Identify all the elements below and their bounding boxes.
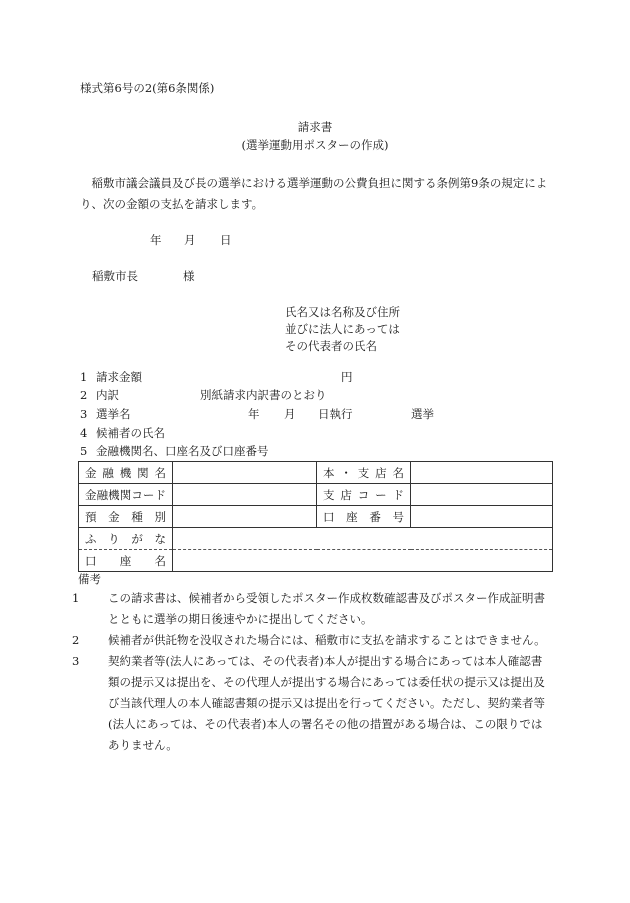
branch-code-label: 支店コード	[317, 484, 411, 506]
item-2-value: 別紙請求内訳書のとおり	[200, 388, 327, 402]
notes-section	[72, 570, 553, 756]
branch-name-label: 本・支店名	[317, 462, 411, 484]
item-2-number: 2	[80, 388, 88, 402]
item-3-number: 3	[80, 407, 88, 421]
item-1-unit: 円	[341, 370, 353, 384]
table-row	[79, 462, 553, 484]
claimant-line-2: 並びに法人にあっては	[285, 322, 400, 336]
item-5-number: 5	[80, 444, 88, 458]
date-month: 月	[184, 233, 196, 247]
account-name-label: 口座名	[79, 550, 173, 572]
addressee-name: 稲敷市長	[92, 269, 138, 283]
item-3-day-exec: 日執行	[318, 407, 353, 421]
table-row	[79, 506, 553, 528]
furigana-label: ふりがな	[79, 528, 173, 550]
item-2-label: 内訳	[96, 388, 119, 402]
deposit-type-label: 預金種別	[79, 506, 173, 528]
notes-heading: 備考	[78, 572, 101, 586]
table-row	[79, 550, 553, 572]
note-3-number: 3	[72, 654, 80, 668]
note-1-number: 1	[72, 591, 80, 605]
item-5-label: 金融機関名、口座名及び口座番号	[96, 444, 269, 458]
note-3	[72, 651, 553, 756]
deposit-type-field[interactable]	[173, 506, 317, 528]
item-1-label: 請求金額	[96, 370, 142, 384]
account-name-field[interactable]	[173, 550, 553, 572]
item-1-number: 1	[80, 370, 88, 384]
bank-account-table	[78, 461, 553, 572]
item-3-label: 選挙名	[96, 407, 131, 421]
document-subtitle: (選挙運動用ポスターの作成)	[241, 138, 389, 152]
note-2-text: 候補者が供託物を没収された場合には、稲敷市に支払を請求することはできません。	[108, 633, 546, 647]
note-3-text: 契約業者等(法人にあっては、その代表者)本人が提出する場合にあっては本人確認書類の提示又は提出を、その代理人が提出する場合にあっては委任状の提示又は提出及び当該代理人の本人確認書類の提示又は提出を行ってください。ただし、契約業者等(法人にあっては、その代表者)本人の署名その他の措置がある場合は、この限りではありません。	[108, 654, 545, 752]
date-day: 日	[220, 233, 232, 247]
item-4-label: 候補者の氏名	[96, 426, 165, 440]
body-text: 稲敷市議会議員及び長の選挙における選挙運動の公費負担に関する条例第9条の規定により、次の金額の支払を請求します。	[80, 176, 548, 211]
note-1	[72, 588, 553, 630]
item-4-number: 4	[80, 426, 88, 440]
table-row	[79, 484, 553, 506]
branch-code-field[interactable]	[411, 484, 553, 506]
item-3-year: 年	[248, 407, 260, 421]
item-3-election: 選挙	[411, 407, 434, 421]
form-number: 様式第6号の2(第6条関係)	[80, 81, 215, 95]
date-year: 年	[150, 233, 162, 247]
claimant-line-3: その代表者の氏名	[285, 339, 377, 353]
bank-code-field[interactable]	[173, 484, 317, 506]
bank-name-field[interactable]	[173, 462, 317, 484]
table-row	[79, 528, 553, 550]
item-3-month: 月	[284, 407, 296, 421]
bank-code-label: 金融機関コード	[79, 484, 173, 506]
bank-name-label: 金融機関名	[79, 462, 173, 484]
document-title: 請求書	[297, 120, 333, 134]
claimant-line-1: 氏名又は名称及び住所	[285, 305, 400, 319]
account-number-label: 口座番号	[317, 506, 411, 528]
furigana-field[interactable]	[173, 528, 553, 550]
note-2-number: 2	[72, 633, 80, 647]
account-number-field[interactable]	[411, 506, 553, 528]
branch-name-field[interactable]	[411, 462, 553, 484]
note-2	[72, 630, 553, 651]
note-1-text: この請求書は、候補者から受領したポスター作成枚数確認書及びポスター作成証明書とともに選挙の期日後速やかに提出してください。	[108, 591, 545, 626]
addressee-honorific: 様	[183, 269, 195, 283]
